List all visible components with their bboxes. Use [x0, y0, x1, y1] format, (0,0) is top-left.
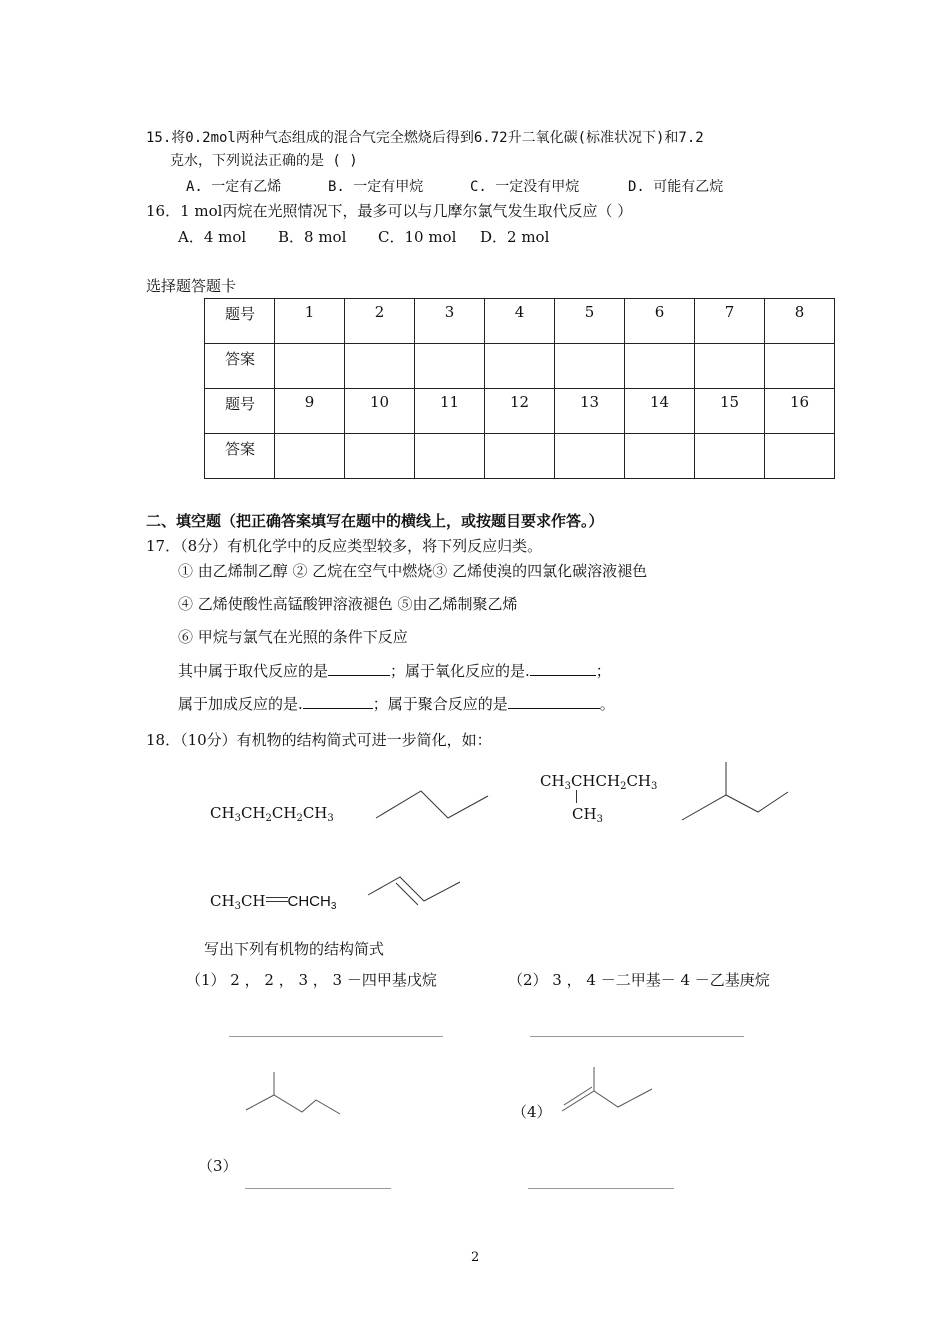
- answer-card-answer-row: [205, 434, 835, 479]
- answer-cell[interactable]: [485, 344, 555, 389]
- question-number: 3: [415, 299, 485, 344]
- number-label: 题号: [205, 299, 275, 344]
- answer-cell[interactable]: [765, 344, 835, 389]
- answer-cell[interactable]: [275, 344, 345, 389]
- question-number: 4: [485, 299, 555, 344]
- answer-cell[interactable]: [555, 344, 625, 389]
- answer-card-title: 选择题答题卡: [146, 277, 237, 295]
- page-number: 2: [471, 1250, 480, 1265]
- answer-cell[interactable]: [695, 344, 765, 389]
- answer-cell[interactable]: [415, 434, 485, 479]
- q17-items-line2: ④ 乙烯使酸性高锰酸钾溶液褪色 ⑤由乙烯制聚乙烯: [178, 595, 518, 613]
- q15-stem-line1: 15.将0.2mol两种气态组成的混合气完全燃烧后得到6.72升二氧化碳(标准状况下)和7.2: [146, 130, 704, 146]
- question-number: 13: [555, 389, 625, 434]
- answer-cell[interactable]: [555, 434, 625, 479]
- q17-fill-line2: [178, 694, 615, 714]
- q15-stem-line2: 克水，下列说法正确的是 ( ): [170, 153, 358, 169]
- q18-part4-label: （4）: [512, 1103, 552, 1121]
- q15-option-d: D. 可能有乙烷: [628, 179, 724, 195]
- question-number: 8: [765, 299, 835, 344]
- question-number: 14: [625, 389, 695, 434]
- question-number: 7: [695, 299, 765, 344]
- branch-bond: [576, 790, 577, 803]
- question-number: 16: [765, 389, 835, 434]
- 2-butene-skeletal-structure: [366, 873, 466, 913]
- answer-cell[interactable]: [345, 434, 415, 479]
- answer-label: 答案: [205, 344, 275, 389]
- answer-card-table: [204, 298, 835, 479]
- question-number: 6: [625, 299, 695, 344]
- question-number: 15: [695, 389, 765, 434]
- q17-fill-oxidation-label: ；属于氧化反应的是.: [390, 662, 530, 680]
- answer-card-number-row: [205, 299, 835, 344]
- q18-part2-name: （2） 3 ， 4 －二甲基－ 4 －乙基庚烷: [508, 971, 770, 989]
- answer-cell[interactable]: [695, 434, 765, 479]
- q17-items-line3: ⑥ 甲烷与氯气在光照的条件下反应: [178, 628, 408, 646]
- q17-blank-oxidation[interactable]: [530, 661, 596, 676]
- answer-cell[interactable]: [415, 344, 485, 389]
- question-number: 1: [275, 299, 345, 344]
- q16-option-c: C．10 mol: [378, 228, 457, 246]
- question-number: 9: [275, 389, 345, 434]
- question-number: 10: [345, 389, 415, 434]
- q17-blank-substitution[interactable]: [328, 661, 390, 676]
- formula-2-butene: $CH_3CH$ $CHCH_3$: [210, 892, 337, 912]
- question-number: 2: [345, 299, 415, 344]
- q18-part4-answer-line[interactable]: [528, 1188, 674, 1189]
- 2-methylbutane-skeletal-structure: [680, 762, 795, 822]
- question-number: 12: [485, 389, 555, 434]
- q15-option-a: A. 一定有乙烯: [186, 179, 282, 195]
- q18-part3-answer-line[interactable]: [245, 1188, 391, 1189]
- q16-option-b: B．8 mol: [278, 228, 347, 246]
- q17-fill-addition-label: 属于加成反应的是.: [178, 695, 303, 713]
- answer-card-number-row: [205, 389, 835, 434]
- answer-cell[interactable]: [765, 434, 835, 479]
- part4-skeletal-structure: [560, 1067, 655, 1119]
- q17-fill-punct: ；: [595, 662, 611, 680]
- answer-cell[interactable]: [275, 434, 345, 479]
- q17-stem: 17．（8分）有机化学中的反应类型较多，将下列反应归类。: [146, 537, 543, 555]
- q17-fill-substitution-label: 其中属于取代反应的是: [178, 662, 329, 680]
- number-label: 题号: [205, 389, 275, 434]
- answer-label: 答案: [205, 434, 275, 479]
- formula-2-methylbutane-branch: $CH_3$: [572, 805, 603, 825]
- q17-blank-polymerization[interactable]: [508, 694, 600, 709]
- answer-card-answer-row: [205, 344, 835, 389]
- answer-cell[interactable]: [485, 434, 555, 479]
- q16-option-a: A．4 mol: [178, 228, 247, 246]
- q16-option-d: D．2 mol: [480, 228, 550, 246]
- q17-blank-addition[interactable]: [303, 694, 373, 709]
- q17-fill-polymer-label: ；属于聚合反应的是: [372, 695, 508, 713]
- q17-fill-line1: [178, 661, 611, 681]
- q18-part2-answer-line[interactable]: [530, 1036, 744, 1037]
- q18-part3-label: （3）: [198, 1157, 238, 1175]
- question-number: 5: [555, 299, 625, 344]
- part3-skeletal-structure: [244, 1072, 344, 1117]
- q16-stem: 16．1 mol丙烷在光照情况下，最多可以与几摩尔氯气发生取代反应（ ）: [146, 202, 633, 220]
- q15-option-c: C. 一定没有甲烷: [470, 179, 580, 195]
- q17-items-line1: ① 由乙烯制乙醇 ② 乙烷在空气中燃烧③ 乙烯使溴的四氯化碳溶液褪色: [178, 562, 648, 580]
- question-number: 11: [415, 389, 485, 434]
- answer-cell[interactable]: [625, 344, 695, 389]
- formula-butane: $CH_3CH_2CH_2CH_3$: [210, 804, 334, 824]
- section2-heading: 二、填空题（把正确答案填写在题中的横线上，或按题目要求作答。）: [146, 512, 604, 530]
- answer-cell[interactable]: [345, 344, 415, 389]
- q18-instruction: 写出下列有机物的结构简式: [204, 940, 385, 958]
- answer-cell[interactable]: [625, 434, 695, 479]
- q18-stem: 18．（10分）有机物的结构简式可进一步简化，如：: [146, 731, 492, 749]
- q18-part1-answer-line[interactable]: [229, 1036, 443, 1037]
- butane-skeletal-structure: [376, 788, 496, 828]
- q15-option-b: B. 一定有甲烷: [328, 179, 424, 195]
- q17-fill-end: 。: [599, 695, 615, 713]
- q18-part1-name: （1） 2 ， 2 ， 3 ， 3 －四甲基戊烷: [186, 971, 437, 989]
- formula-2-methylbutane-main: $CH_3CHCH_2CH_3$: [540, 772, 658, 792]
